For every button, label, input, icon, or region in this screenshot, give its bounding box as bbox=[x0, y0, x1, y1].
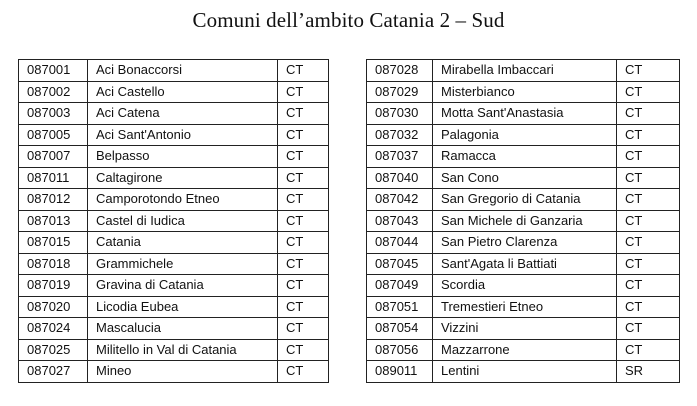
province-cell: CT bbox=[278, 361, 329, 383]
istat-code-cell: 087056 bbox=[367, 339, 433, 361]
istat-code-cell: 087025 bbox=[19, 339, 88, 361]
municipality-name-cell: Lentini bbox=[433, 361, 617, 383]
istat-code-cell: 087040 bbox=[367, 167, 433, 189]
municipality-name-cell: Vizzini bbox=[433, 318, 617, 340]
table-row bbox=[19, 81, 329, 103]
table-row bbox=[367, 189, 680, 211]
province-cell: CT bbox=[278, 146, 329, 168]
table-row bbox=[19, 232, 329, 254]
istat-code-cell: 087001 bbox=[19, 60, 88, 82]
table-row bbox=[19, 318, 329, 340]
table-row bbox=[367, 124, 680, 146]
municipality-name-cell: Grammichele bbox=[88, 253, 278, 275]
province-cell: CT bbox=[617, 318, 680, 340]
table-row bbox=[367, 81, 680, 103]
province-cell: CT bbox=[617, 339, 680, 361]
province-cell: CT bbox=[278, 275, 329, 297]
table-row bbox=[367, 60, 680, 82]
istat-code-cell: 087045 bbox=[367, 253, 433, 275]
istat-code-cell: 087037 bbox=[367, 146, 433, 168]
province-cell: CT bbox=[617, 167, 680, 189]
province-cell: CT bbox=[617, 189, 680, 211]
table-row bbox=[367, 146, 680, 168]
table-row bbox=[19, 189, 329, 211]
istat-code-cell: 087013 bbox=[19, 210, 88, 232]
table-row bbox=[19, 167, 329, 189]
table-row bbox=[19, 210, 329, 232]
table-row bbox=[367, 167, 680, 189]
province-cell: CT bbox=[617, 296, 680, 318]
municipality-name-cell: San Pietro Clarenza bbox=[433, 232, 617, 254]
table-row bbox=[19, 103, 329, 125]
table-row bbox=[367, 232, 680, 254]
municipality-name-cell: Aci Sant'Antonio bbox=[88, 124, 278, 146]
municipality-name-cell: Caltagirone bbox=[88, 167, 278, 189]
istat-code-cell: 087024 bbox=[19, 318, 88, 340]
municipality-name-cell: Aci Castello bbox=[88, 81, 278, 103]
istat-code-cell: 087054 bbox=[367, 318, 433, 340]
istat-code-cell: 087011 bbox=[19, 167, 88, 189]
province-cell: CT bbox=[278, 124, 329, 146]
table-row bbox=[19, 275, 329, 297]
province-cell: CT bbox=[278, 318, 329, 340]
province-cell: CT bbox=[278, 253, 329, 275]
istat-code-cell: 087051 bbox=[367, 296, 433, 318]
municipality-name-cell: Sant'Agata li Battiati bbox=[433, 253, 617, 275]
table-row bbox=[367, 275, 680, 297]
municipality-name-cell: Belpasso bbox=[88, 146, 278, 168]
province-cell: CT bbox=[278, 81, 329, 103]
municipality-name-cell: Scordia bbox=[433, 275, 617, 297]
province-cell: CT bbox=[278, 210, 329, 232]
province-cell: CT bbox=[617, 210, 680, 232]
istat-code-cell: 087012 bbox=[19, 189, 88, 211]
province-cell: CT bbox=[617, 275, 680, 297]
province-cell: CT bbox=[278, 103, 329, 125]
province-cell: CT bbox=[278, 189, 329, 211]
table-row bbox=[19, 60, 329, 82]
table-row bbox=[367, 339, 680, 361]
istat-code-cell: 087007 bbox=[19, 146, 88, 168]
municipality-name-cell: Misterbianco bbox=[433, 81, 617, 103]
istat-code-cell: 087018 bbox=[19, 253, 88, 275]
province-cell: CT bbox=[278, 60, 329, 82]
province-cell: CT bbox=[617, 146, 680, 168]
municipality-name-cell: Licodia Eubea bbox=[88, 296, 278, 318]
table-row bbox=[367, 103, 680, 125]
municipalities-table-right bbox=[366, 59, 680, 383]
municipality-name-cell: Ramacca bbox=[433, 146, 617, 168]
municipality-name-cell: Gravina di Catania bbox=[88, 275, 278, 297]
table-row bbox=[19, 253, 329, 275]
municipality-name-cell: Catania bbox=[88, 232, 278, 254]
municipality-name-cell: San Cono bbox=[433, 167, 617, 189]
province-cell: CT bbox=[278, 167, 329, 189]
municipality-name-cell: Tremestieri Etneo bbox=[433, 296, 617, 318]
municipality-name-cell: San Michele di Ganzaria bbox=[433, 210, 617, 232]
province-cell: CT bbox=[617, 103, 680, 125]
table-row bbox=[367, 296, 680, 318]
table-row bbox=[367, 361, 680, 383]
province-cell: CT bbox=[617, 253, 680, 275]
table-row bbox=[367, 318, 680, 340]
municipality-name-cell: Mirabella Imbaccari bbox=[433, 60, 617, 82]
municipality-name-cell: Motta Sant'Anastasia bbox=[433, 103, 617, 125]
municipalities-table-left bbox=[18, 59, 329, 383]
table-row bbox=[19, 361, 329, 383]
province-cell: CT bbox=[278, 232, 329, 254]
istat-code-cell: 087028 bbox=[367, 60, 433, 82]
municipality-name-cell: Mineo bbox=[88, 361, 278, 383]
municipality-name-cell: Camporotondo Etneo bbox=[88, 189, 278, 211]
province-cell: CT bbox=[617, 81, 680, 103]
istat-code-cell: 089011 bbox=[367, 361, 433, 383]
istat-code-cell: 087019 bbox=[19, 275, 88, 297]
table-row bbox=[19, 146, 329, 168]
municipality-name-cell: Aci Catena bbox=[88, 103, 278, 125]
municipality-name-cell: Mazzarrone bbox=[433, 339, 617, 361]
istat-code-cell: 087049 bbox=[367, 275, 433, 297]
province-cell: CT bbox=[278, 339, 329, 361]
province-cell: CT bbox=[617, 60, 680, 82]
table-row bbox=[19, 296, 329, 318]
istat-code-cell: 087020 bbox=[19, 296, 88, 318]
province-cell: CT bbox=[617, 124, 680, 146]
istat-code-cell: 087043 bbox=[367, 210, 433, 232]
istat-code-cell: 087042 bbox=[367, 189, 433, 211]
istat-code-cell: 087027 bbox=[19, 361, 88, 383]
table-row bbox=[367, 210, 680, 232]
table-row bbox=[19, 124, 329, 146]
istat-code-cell: 087030 bbox=[367, 103, 433, 125]
istat-code-cell: 087029 bbox=[367, 81, 433, 103]
table-row bbox=[367, 253, 680, 275]
province-cell: SR bbox=[617, 361, 680, 383]
istat-code-cell: 087005 bbox=[19, 124, 88, 146]
province-cell: CT bbox=[278, 296, 329, 318]
municipality-name-cell: Aci Bonaccorsi bbox=[88, 60, 278, 82]
istat-code-cell: 087032 bbox=[367, 124, 433, 146]
istat-code-cell: 087003 bbox=[19, 103, 88, 125]
istat-code-cell: 087015 bbox=[19, 232, 88, 254]
municipality-name-cell: Militello in Val di Catania bbox=[88, 339, 278, 361]
municipality-name-cell: Castel di Iudica bbox=[88, 210, 278, 232]
istat-code-cell: 087002 bbox=[19, 81, 88, 103]
municipality-name-cell: San Gregorio di Catania bbox=[433, 189, 617, 211]
province-cell: CT bbox=[617, 232, 680, 254]
municipality-name-cell: Mascalucia bbox=[88, 318, 278, 340]
municipality-name-cell: Palagonia bbox=[433, 124, 617, 146]
page-title: Comuni dell’ambito Catania 2 – Sud bbox=[192, 8, 505, 32]
table-row bbox=[19, 339, 329, 361]
istat-code-cell: 087044 bbox=[367, 232, 433, 254]
